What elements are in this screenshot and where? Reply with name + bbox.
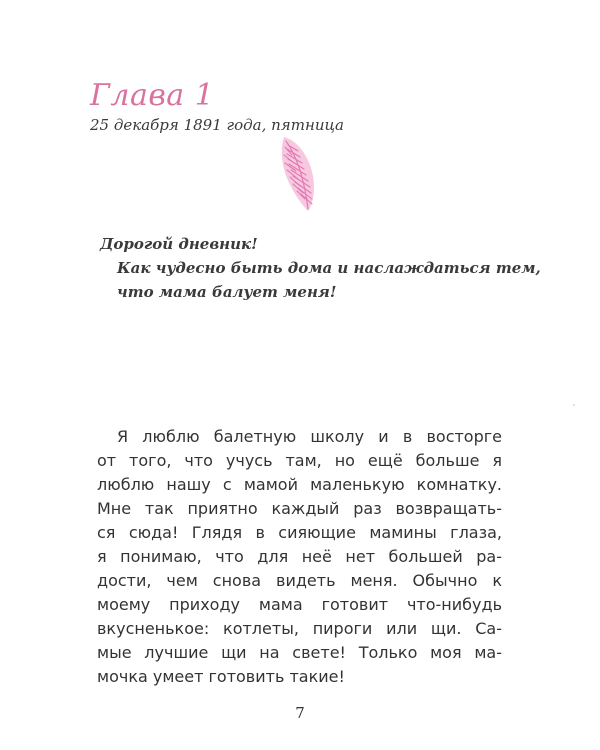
text-line: Мне так приятно каждый раз возвращать- bbox=[97, 499, 502, 518]
diary-line: Как чудесно быть дома и наслаждаться тем, bbox=[117, 259, 541, 277]
text-line: дости, чем снова видеть меня. Обычно к bbox=[97, 571, 502, 590]
page-number: 7 bbox=[295, 704, 305, 722]
text-line: вкусненькое: котлеты, пироги или щи. Са- bbox=[97, 619, 502, 638]
pink-feather-icon bbox=[270, 133, 326, 215]
diary-line: что мама балует меня! bbox=[117, 283, 337, 301]
text-line: ся сюда! Глядя в сияющие мамины глаза, bbox=[97, 523, 502, 542]
diary-entry bbox=[100, 232, 541, 304]
text-line: Я люблю балетную школу и в восторге bbox=[117, 427, 502, 446]
text-line: моему приходу мама готовит что-нибудь bbox=[97, 595, 502, 614]
text-line: от того, что учусь там, но ещё больше я bbox=[97, 451, 502, 470]
body-paragraph bbox=[97, 425, 502, 689]
chapter-title: Глава 1 bbox=[90, 78, 215, 113]
paper-speck bbox=[573, 404, 575, 406]
chapter-date: 25 декабря 1891 года, пятница bbox=[90, 116, 344, 134]
diary-line: Дорогой дневник! bbox=[100, 235, 258, 253]
text-line: мые лучшие щи на свете! Только моя ма- bbox=[97, 643, 502, 662]
text-line: люблю нашу с мамой маленькую комнатку. bbox=[97, 475, 502, 494]
text-line: мочка умеет готовить такие! bbox=[97, 667, 345, 686]
text-line: я понимаю, что для неё нет большей ра- bbox=[97, 547, 502, 566]
